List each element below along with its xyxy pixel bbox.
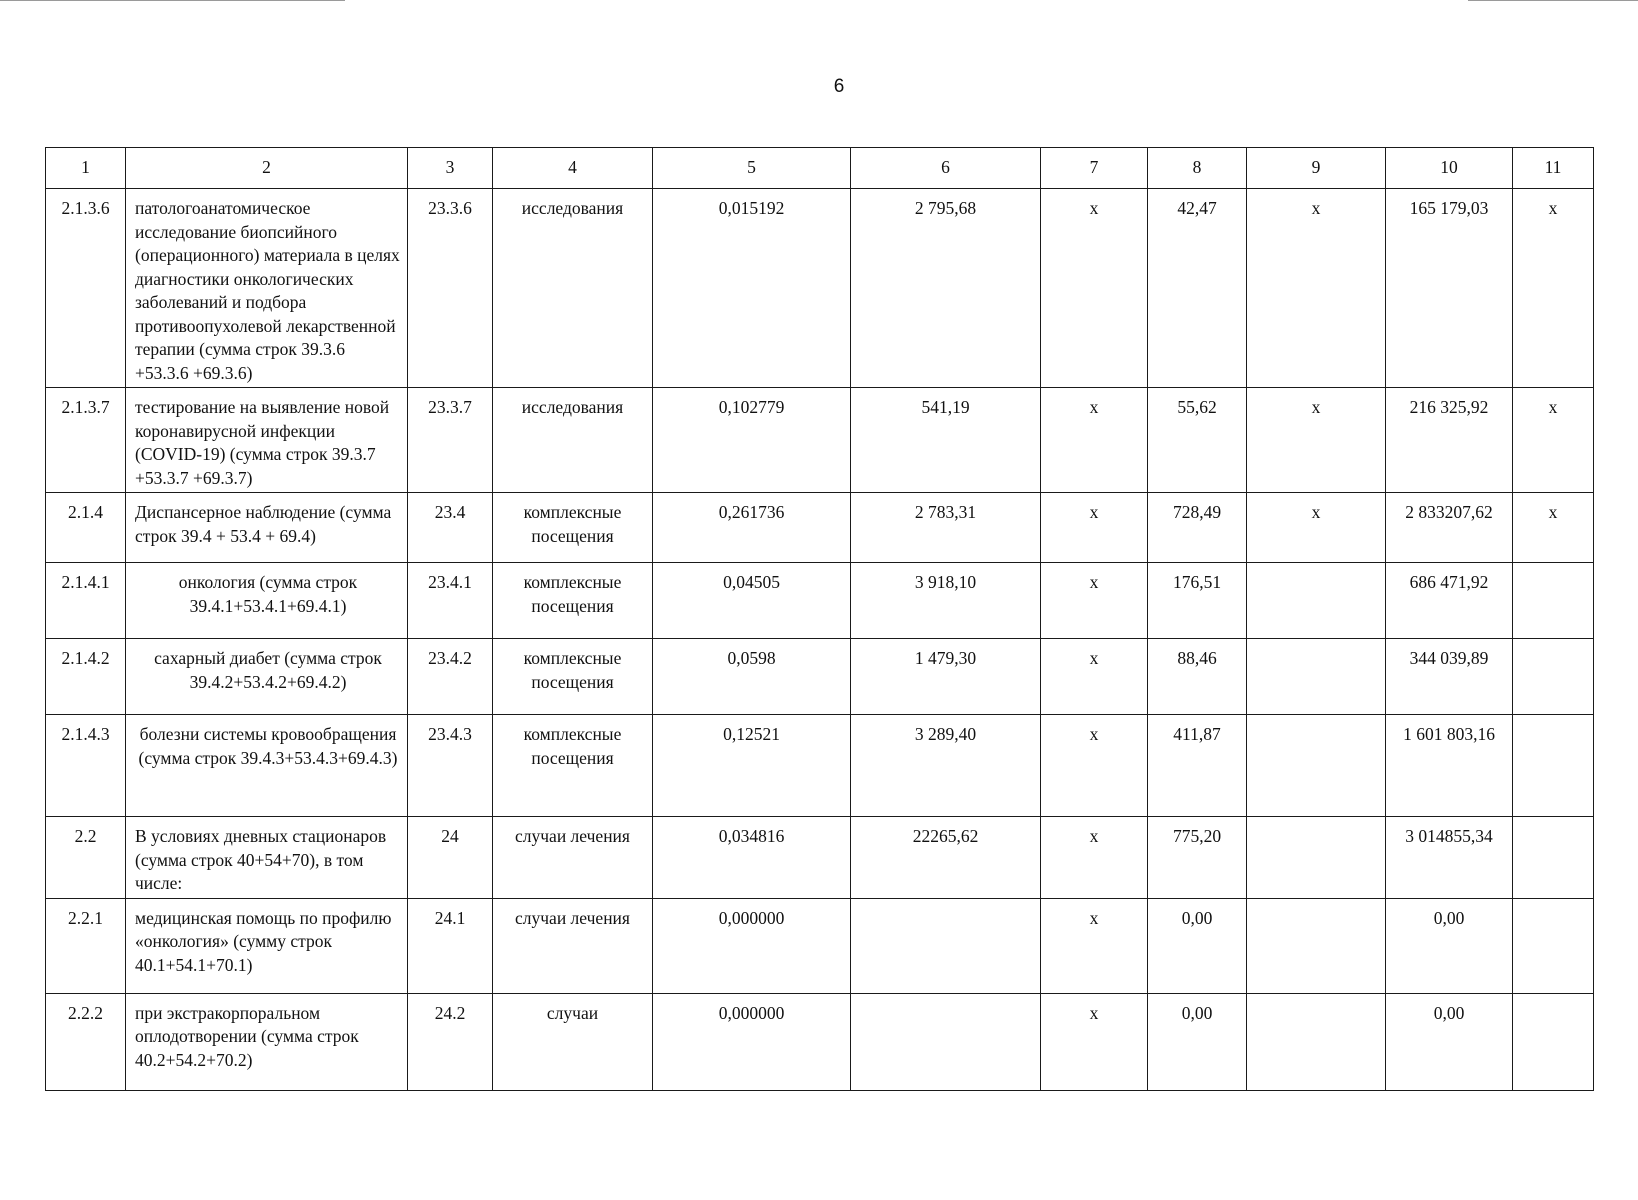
col9-cell xyxy=(1247,817,1386,899)
table-row xyxy=(46,189,1594,388)
col8-cell: 0,00 xyxy=(1148,898,1247,993)
col11-cell xyxy=(1513,898,1594,993)
table-row xyxy=(46,493,1594,563)
line-code-cell: 23.4 xyxy=(408,493,493,563)
col7-cell: х xyxy=(1041,898,1148,993)
row-number-cell: 2.2.1 xyxy=(46,898,126,993)
col7-cell: х xyxy=(1041,388,1148,493)
col10-cell: 344 039,89 xyxy=(1386,639,1513,715)
col10-cell: 0,00 xyxy=(1386,898,1513,993)
col7-cell: х xyxy=(1041,817,1148,899)
header-cell: 2 xyxy=(126,148,408,189)
line-code-cell: 23.3.6 xyxy=(408,189,493,388)
unit-cell: комплексные посещения xyxy=(493,563,653,639)
col6-cell xyxy=(851,993,1041,1090)
col9-cell xyxy=(1247,639,1386,715)
col8-cell: 88,46 xyxy=(1148,639,1247,715)
unit-cell: исследования xyxy=(493,388,653,493)
col6-cell: 541,19 xyxy=(851,388,1041,493)
col8-cell: 42,47 xyxy=(1148,189,1247,388)
col8-cell: 411,87 xyxy=(1148,715,1247,817)
col6-cell xyxy=(851,898,1041,993)
col10-cell: 0,00 xyxy=(1386,993,1513,1090)
col11-cell: х xyxy=(1513,388,1594,493)
col11-cell xyxy=(1513,993,1594,1090)
row-name-cell: болезни системы кровообращения (сумма строк 39.4.3+53.4.3+69.4.3) xyxy=(126,715,408,817)
col8-cell: 55,62 xyxy=(1148,388,1247,493)
col5-cell: 0,034816 xyxy=(653,817,851,899)
row-number-cell: 2.1.4 xyxy=(46,493,126,563)
header-cell: 9 xyxy=(1247,148,1386,189)
unit-cell: комплексные посещения xyxy=(493,493,653,563)
table-row xyxy=(46,993,1594,1090)
col11-cell xyxy=(1513,715,1594,817)
header-cell: 7 xyxy=(1041,148,1148,189)
col6-cell: 2 783,31 xyxy=(851,493,1041,563)
table-row xyxy=(46,563,1594,639)
col10-cell: 1 601 803,16 xyxy=(1386,715,1513,817)
col10-cell: 216 325,92 xyxy=(1386,388,1513,493)
col11-cell: х xyxy=(1513,493,1594,563)
col9-cell xyxy=(1247,993,1386,1090)
unit-cell: случаи лечения xyxy=(493,898,653,993)
row-number-cell: 2.2 xyxy=(46,817,126,899)
data-table xyxy=(45,147,1594,1091)
table-row xyxy=(46,715,1594,817)
row-number-cell: 2.1.4.1 xyxy=(46,563,126,639)
row-name-cell: медицинская помощь по профилю «онкология» (сумму строк 40.1+54.1+70.1) xyxy=(126,898,408,993)
col9-cell xyxy=(1247,898,1386,993)
header-cell: 3 xyxy=(408,148,493,189)
col8-cell: 775,20 xyxy=(1148,817,1247,899)
col9-cell: х xyxy=(1247,388,1386,493)
col7-cell: х xyxy=(1041,993,1148,1090)
col10-cell: 2 833207,62 xyxy=(1386,493,1513,563)
table-row xyxy=(46,388,1594,493)
col5-cell: 0,0598 xyxy=(653,639,851,715)
col9-cell: х xyxy=(1247,189,1386,388)
col10-cell: 3 014855,34 xyxy=(1386,817,1513,899)
header-cell: 11 xyxy=(1513,148,1594,189)
unit-cell: исследования xyxy=(493,189,653,388)
col6-cell: 1 479,30 xyxy=(851,639,1041,715)
col6-cell: 3 918,10 xyxy=(851,563,1041,639)
col10-cell: 165 179,03 xyxy=(1386,189,1513,388)
col9-cell: х xyxy=(1247,493,1386,563)
row-number-cell: 2.2.2 xyxy=(46,993,126,1090)
col11-cell: х xyxy=(1513,189,1594,388)
row-name-cell: В условиях дневных стационаров (сумма строк 40+54+70), в том числе: xyxy=(126,817,408,899)
header-cell: 8 xyxy=(1148,148,1247,189)
col5-cell: 0,04505 xyxy=(653,563,851,639)
line-code-cell: 23.3.7 xyxy=(408,388,493,493)
col7-cell: х xyxy=(1041,715,1148,817)
row-number-cell: 2.1.3.7 xyxy=(46,388,126,493)
col5-cell: 0,000000 xyxy=(653,993,851,1090)
scan-edge-line-right xyxy=(1468,0,1638,1)
row-name-cell: при экстракорпоральном оплодотворении (сумма строк 40.2+54.2+70.2) xyxy=(126,993,408,1090)
col6-cell: 2 795,68 xyxy=(851,189,1041,388)
col6-cell: 22265,62 xyxy=(851,817,1041,899)
col9-cell xyxy=(1247,715,1386,817)
row-name-cell: онкология (сумма строк 39.4.1+53.4.1+69.4.1) xyxy=(126,563,408,639)
col11-cell xyxy=(1513,639,1594,715)
col11-cell xyxy=(1513,817,1594,899)
line-code-cell: 23.4.3 xyxy=(408,715,493,817)
unit-cell: комплексные посещения xyxy=(493,715,653,817)
unit-cell: случаи лечения xyxy=(493,817,653,899)
col9-cell xyxy=(1247,563,1386,639)
table-row xyxy=(46,639,1594,715)
table-row xyxy=(46,898,1594,993)
line-code-cell: 23.4.1 xyxy=(408,563,493,639)
col5-cell: 0,261736 xyxy=(653,493,851,563)
unit-cell: комплексные посещения xyxy=(493,639,653,715)
row-name-cell: Диспансерное наблюдение (сумма строк 39.4 + 53.4 + 69.4) xyxy=(126,493,408,563)
scan-edge-line-left xyxy=(0,0,345,1)
line-code-cell: 24.2 xyxy=(408,993,493,1090)
page-number: 6 xyxy=(833,76,845,97)
header-cell: 5 xyxy=(653,148,851,189)
col7-cell: х xyxy=(1041,563,1148,639)
col5-cell: 0,000000 xyxy=(653,898,851,993)
row-name-cell: тестирование на выявление новой коронавирусной инфекции (COVID-19) (сумма строк 39.3.7 +53.3.7 +69.3.7) xyxy=(126,388,408,493)
col6-cell: 3 289,40 xyxy=(851,715,1041,817)
col5-cell: 0,102779 xyxy=(653,388,851,493)
table-row xyxy=(46,817,1594,899)
line-code-cell: 23.4.2 xyxy=(408,639,493,715)
row-number-cell: 2.1.4.2 xyxy=(46,639,126,715)
col7-cell: х xyxy=(1041,639,1148,715)
header-cell: 1 xyxy=(46,148,126,189)
row-name-cell: сахарный диабет (сумма строк 39.4.2+53.4.2+69.4.2) xyxy=(126,639,408,715)
row-number-cell: 2.1.4.3 xyxy=(46,715,126,817)
line-code-cell: 24 xyxy=(408,817,493,899)
line-code-cell: 24.1 xyxy=(408,898,493,993)
col8-cell: 0,00 xyxy=(1148,993,1247,1090)
col8-cell: 728,49 xyxy=(1148,493,1247,563)
col5-cell: 0,015192 xyxy=(653,189,851,388)
header-cell: 10 xyxy=(1386,148,1513,189)
row-number-cell: 2.1.3.6 xyxy=(46,189,126,388)
table-header-row xyxy=(46,148,1594,189)
header-cell: 4 xyxy=(493,148,653,189)
col5-cell: 0,12521 xyxy=(653,715,851,817)
col10-cell: 686 471,92 xyxy=(1386,563,1513,639)
col8-cell: 176,51 xyxy=(1148,563,1247,639)
col7-cell: х xyxy=(1041,493,1148,563)
unit-cell: случаи xyxy=(493,993,653,1090)
header-cell: 6 xyxy=(851,148,1041,189)
row-name-cell: патологоанатомическое исследование биопсийного (операционного) материала в целях диагностики онкологических заболеваний и подбора противоопухолевой лекарственной терапии (сумма строк 39.3.6 +53.3.6 +69.3.6) xyxy=(126,189,408,388)
col11-cell xyxy=(1513,563,1594,639)
col7-cell: х xyxy=(1041,189,1148,388)
